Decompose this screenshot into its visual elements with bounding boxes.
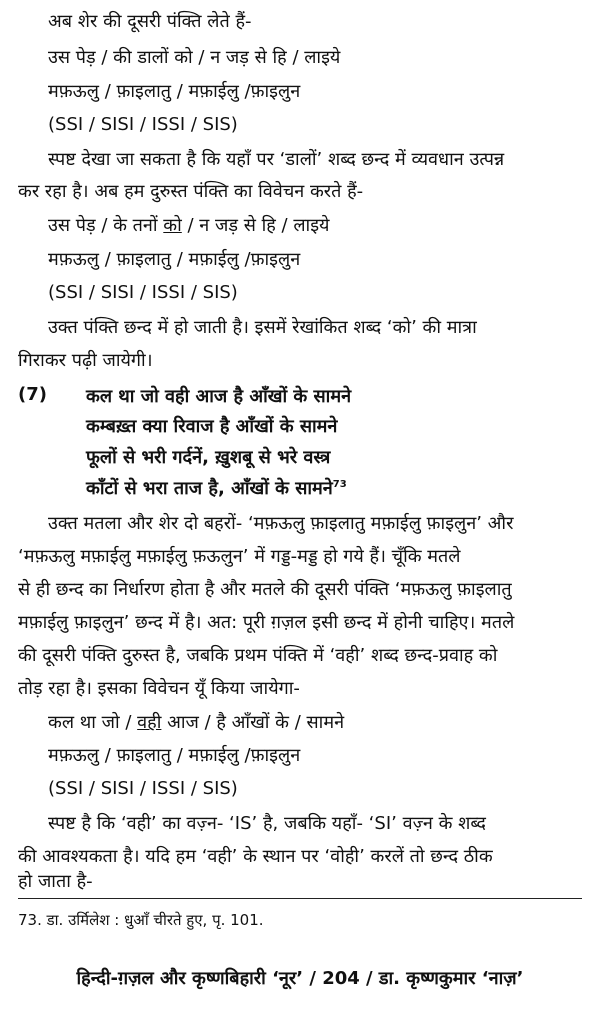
words-segment: उस पेड़ / के तनों xyxy=(48,215,164,236)
verse-line: कम्बख़्त क्या रिवाज है आँखों के सामने xyxy=(86,416,338,437)
footnote-marker: 73 xyxy=(332,479,347,490)
verse-line: कल था जो वही आज है आँखों के सामने xyxy=(86,386,352,407)
paragraph-line: स्पष्ट है कि ‘वही’ का वज़्न- ‘IS’ है, जबकि यहाँ- ‘SI’ वज़्न के शब्द xyxy=(48,813,486,834)
meter-symbols-line: (SSI / SISI / ISSI / SIS) xyxy=(48,114,238,135)
scansion-words-line xyxy=(48,711,344,735)
meter-symbols-line: (SSI / SISI / ISSI / SIS) xyxy=(48,778,238,799)
words-segment: कल था जो / xyxy=(48,712,138,733)
paragraph-line: की आवश्यकता है। यदि हम ‘वही’ के स्थान पर ‘वोही’ करलें तो छन्द ठीक xyxy=(18,846,493,867)
intro-line: अब शेर की दूसरी पंक्ति लेते हैं- xyxy=(48,11,252,32)
paragraph-line: मफ़ाईलु फ़ाइलुन’ छन्द में है। अत: पूरी ग़ज़ल इसी छन्द में होनी चाहिए। मतले xyxy=(18,612,515,633)
footnote: 73. डा. उर्मिलेश : धुआँ चीरते हुए, पृ. 101. xyxy=(18,911,264,929)
meter-symbols-line: (SSI / SISI / ISSI / SIS) xyxy=(48,282,238,303)
running-footer: हिन्दी-ग़ज़ल और कृष्णबिहारी ‘नूर’ / 204 / डा. कृष्णकुमार ‘नाज़’ xyxy=(76,968,524,989)
scansion-words-line xyxy=(48,214,330,238)
meter-line: मफ़ऊलु / फ़ाइलातु / मफ़ाईलु /फ़ाइलुन xyxy=(48,745,301,766)
meter-line: मफ़ऊलु / फ़ाइलातु / मफ़ाईलु /फ़ाइलुन xyxy=(48,249,301,270)
paragraph-line: हो जाता है- xyxy=(18,871,93,892)
verse-text: काँटों से भरा ताज है, आँखों के सामने xyxy=(86,478,333,499)
paragraph-line: कर रहा है। अब हम दुरुस्त पंक्ति का विवेचन करते हैं- xyxy=(18,181,364,202)
paragraph-line: गिराकर पढ़ी जायेगी। xyxy=(18,350,153,371)
footnote-divider xyxy=(18,898,582,899)
verse-number: (7) xyxy=(18,384,47,405)
words-segment: / न जड़ से हि / लाइये xyxy=(181,215,330,236)
underlined-word: वही xyxy=(137,712,162,733)
paragraph-line: तोड़ रहा है। इसका विवेचन यूँ किया जायेगा- xyxy=(18,678,300,699)
words-segment: आज / है आँखों के / सामने xyxy=(161,712,345,733)
verse-line xyxy=(86,476,347,500)
paragraph-line: से ही छन्द का निर्धारण होता है और मतले की दूसरी पंक्ति ‘मफ़ऊलु फ़ाइलातु xyxy=(18,579,512,600)
meter-line: मफ़ऊलु / फ़ाइलातु / मफ़ाईलु /फ़ाइलुन xyxy=(48,81,301,102)
paragraph-line: उक्त मतला और शेर दो बहरों- ‘मफ़ऊलु फ़ाइलातु मफ़ाईलु फ़ाइलुन’ और xyxy=(48,513,514,534)
paragraph-line: ‘मफ़ऊलु मफ़ाईलु मफ़ाईलु फ़ऊलुन’ में गड्ड-मड्ड हो गये हैं। चूँकि मतले xyxy=(18,546,461,567)
scansion-words-line: उस पेड़ / की डालों को / न जड़ से हि / लाइये xyxy=(48,47,341,68)
paragraph-line: स्पष्ट देखा जा सकता है कि यहाँ पर ‘डालों’ शब्द छन्द में व्यवधान उत्पन्न xyxy=(48,149,505,170)
underlined-word: को xyxy=(163,215,182,236)
paragraph-line: उक्त पंक्ति छन्द में हो जाती है। इसमें रेखांकित शब्द ‘को’ की मात्रा xyxy=(48,317,477,338)
paragraph-line: की दूसरी पंक्ति दुरुस्त है, जबकि प्रथम पंक्ति में ‘वही’ शब्द छन्द-प्रवाह को xyxy=(18,645,498,666)
verse-line: फूलों से भरी गर्दनें, ख़ुशबू से भरे वस्त्र xyxy=(86,447,331,468)
